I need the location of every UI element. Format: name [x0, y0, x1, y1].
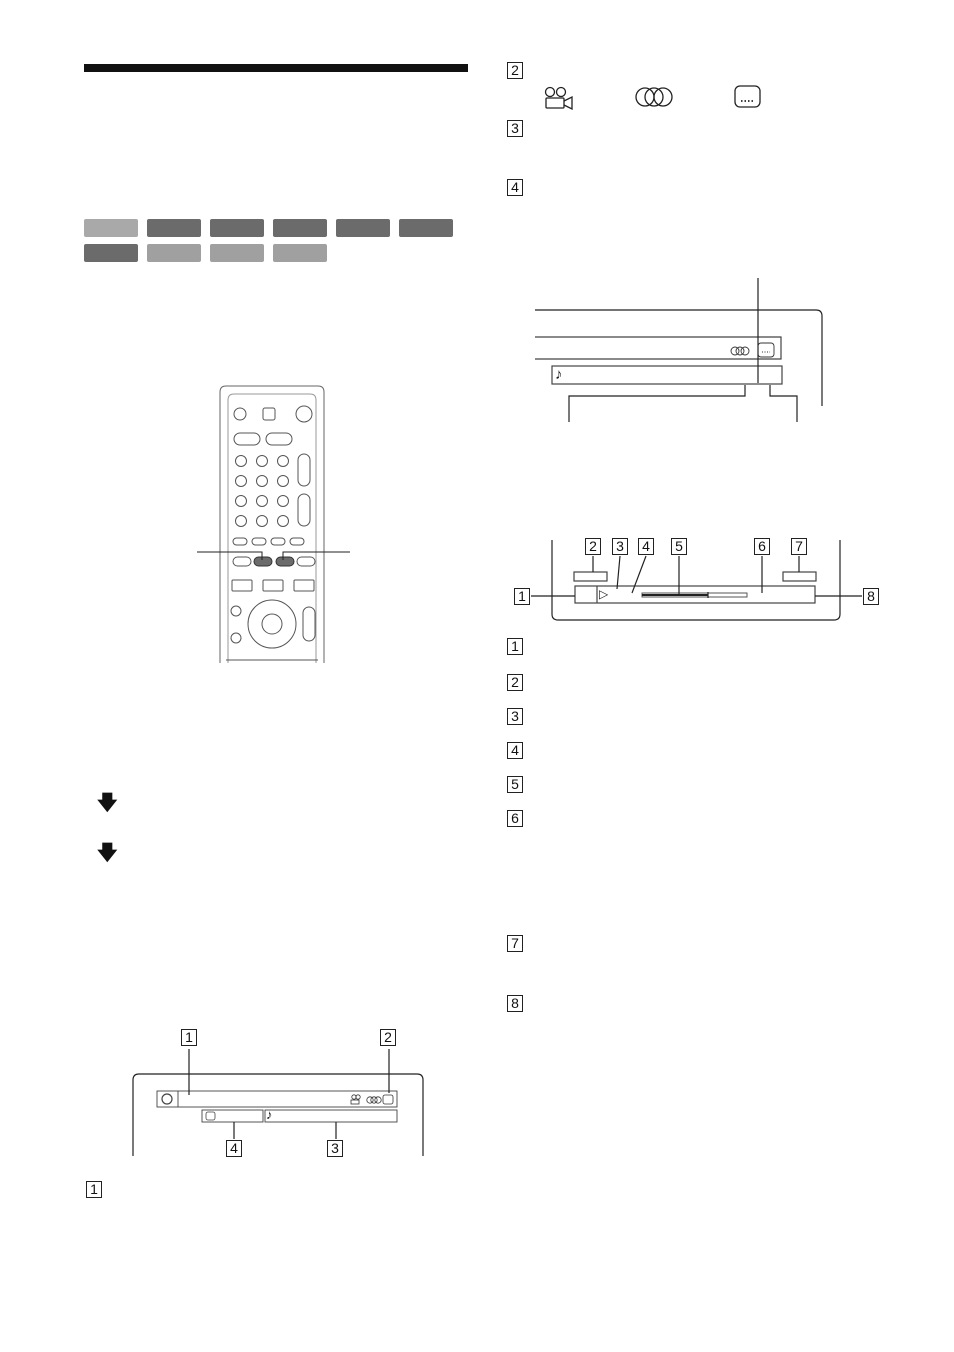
- callout-1: 1: [181, 1029, 197, 1046]
- list-callout-8: 8: [507, 995, 523, 1012]
- callout-8: 8: [863, 588, 879, 605]
- callout-1: 1: [514, 588, 530, 605]
- music-note-icon: ♪: [555, 366, 563, 383]
- list-callout-2: 2: [507, 62, 523, 79]
- callout-2: 2: [380, 1029, 396, 1046]
- callout-3: 3: [327, 1140, 343, 1157]
- list-callout-6: 6: [507, 810, 523, 827]
- list-callout-4: 4: [507, 179, 523, 196]
- callout-5: 5: [671, 538, 687, 555]
- callout-4: 4: [226, 1140, 242, 1157]
- callout-4: 4: [638, 538, 654, 555]
- list-callout-2: 2: [507, 674, 523, 691]
- callout-7: 7: [791, 538, 807, 555]
- callout-6: 6: [754, 538, 770, 555]
- list-callout-3: 3: [507, 120, 523, 137]
- list-callout-5: 5: [507, 776, 523, 793]
- callout-3: 3: [612, 538, 628, 555]
- music-note-icon: ♪: [266, 1107, 273, 1122]
- step-down-arrow: 🡇: [97, 792, 118, 814]
- list-callout-3: 3: [507, 708, 523, 725]
- list-callout-1: 1: [86, 1181, 102, 1198]
- step-down-arrow: 🡇: [97, 842, 118, 864]
- list-callout-1: 1: [507, 638, 523, 655]
- list-callout-7: 7: [507, 935, 523, 952]
- play-icon: ▷: [599, 587, 609, 601]
- callout-2: 2: [585, 538, 601, 555]
- list-callout-4: 4: [507, 742, 523, 759]
